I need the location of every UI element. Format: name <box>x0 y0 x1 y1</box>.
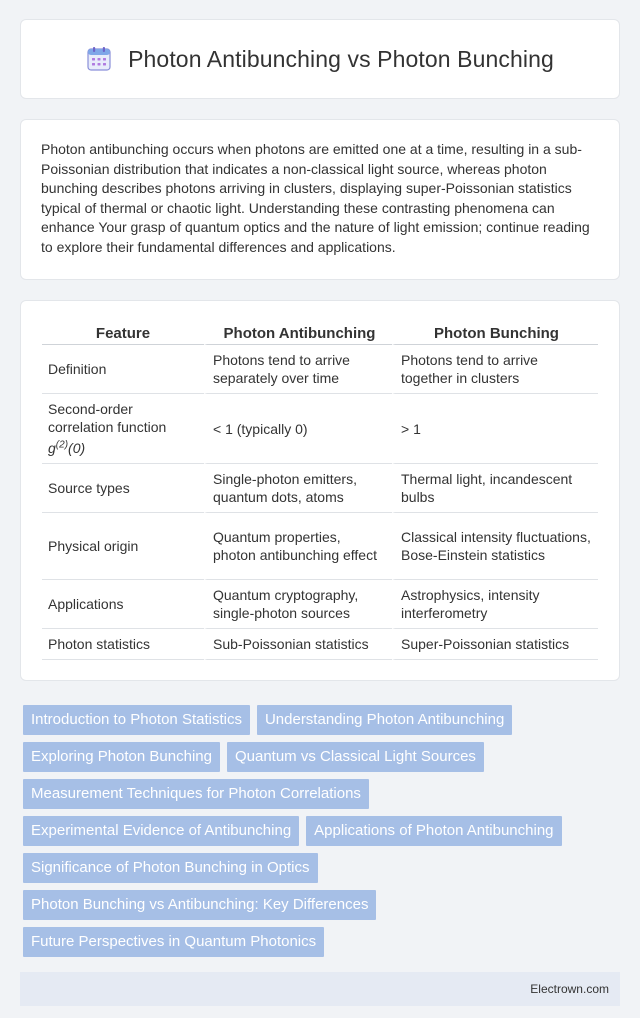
tag-link[interactable]: Quantum vs Classical Light Sources <box>227 742 484 772</box>
tag-link[interactable]: Introduction to Photon Statistics <box>23 705 250 735</box>
header-card <box>20 19 620 99</box>
tag-link[interactable]: Understanding Photon Antibunching <box>257 705 512 735</box>
table-cell-bunching: Super-Poissonian statistics <box>392 629 598 660</box>
column-header-feature: Feature <box>42 321 204 345</box>
table-cell-bunching: > 1 <box>392 394 598 464</box>
table-row <box>42 345 598 394</box>
table-cell-bunching: Thermal light, incandescent bulbs <box>392 464 598 513</box>
table-cell-feature: Physical origin <box>42 513 204 580</box>
table-cell-feature: Photon statistics <box>42 629 204 660</box>
table-row <box>42 513 598 580</box>
table-cell-bunching: Astrophysics, intensity interferometry <box>392 580 598 629</box>
tag-link[interactable]: Significance of Photon Bunching in Optics <box>23 853 318 883</box>
table-cell-feature: Applications <box>42 580 204 629</box>
calendar-icon <box>86 46 112 72</box>
tag-link[interactable]: Applications of Photon Antibunching <box>306 816 561 846</box>
related-topics-tags <box>20 705 620 957</box>
g2-formula: $g^{(2)}(0)$ <box>48 439 86 456</box>
table-row <box>42 464 598 513</box>
table-row <box>42 580 598 629</box>
tag-link[interactable]: Photon Bunching vs Antibunching: Key Differences <box>23 890 376 920</box>
table-cell-antibunching: Photons tend to arrive separately over time <box>204 345 392 394</box>
column-header-antibunching: Photon Antibunching <box>204 321 392 345</box>
table-cell-bunching: Photons tend to arrive together in clusters <box>392 345 598 394</box>
intro-card <box>20 119 620 280</box>
table-cell-feature: Definition <box>42 345 204 394</box>
footer-brand: Electrown.com <box>530 982 609 996</box>
table-cell-feature: Source types <box>42 464 204 513</box>
footer <box>20 972 620 1006</box>
table-cell-antibunching: Quantum properties, photon antibunching effect <box>204 513 392 580</box>
table-cell-antibunching: Quantum cryptography, single-photon sources <box>204 580 392 629</box>
column-header-bunching: Photon Bunching <box>392 321 598 345</box>
tag-link[interactable]: Future Perspectives in Quantum Photonics <box>23 927 324 957</box>
table-header-row <box>42 321 598 345</box>
tag-link[interactable]: Measurement Techniques for Photon Correlations <box>23 779 369 809</box>
table-cell-bunching: Classical intensity fluctuations, Bose-Einstein statistics <box>392 513 598 580</box>
table-cell-antibunching: < 1 (typically 0) <box>204 394 392 464</box>
table-row <box>42 394 598 464</box>
table-row <box>42 629 598 660</box>
comparison-table-card <box>20 300 620 681</box>
intro-paragraph: Photon antibunching occurs when photons are emitted one at a time, resulting in a sub-Poissonian distribution that indicates a non-classical light source, whereas photon bunching describes photons arriving in clusters, displaying super-Poissonian statistics typical of thermal or chaotic light. Understanding these contrasting phenomena can enhance Your grasp of quantum optics and the nature of light emission; continue reading to explore their fundamental differences and applications. <box>41 141 590 255</box>
tag-link[interactable]: Exploring Photon Bunching <box>23 742 220 772</box>
table-cell-antibunching: Single-photon emitters, quantum dots, atoms <box>204 464 392 513</box>
page-title: Photon Antibunching vs Photon Bunching <box>128 45 554 72</box>
table-cell-feature <box>42 394 204 464</box>
comparison-table <box>42 321 598 660</box>
feature-label: Second-order correlation function <box>48 401 167 436</box>
table-cell-antibunching: Sub-Poissonian statistics <box>204 629 392 660</box>
tag-link[interactable]: Experimental Evidence of Antibunching <box>23 816 299 846</box>
